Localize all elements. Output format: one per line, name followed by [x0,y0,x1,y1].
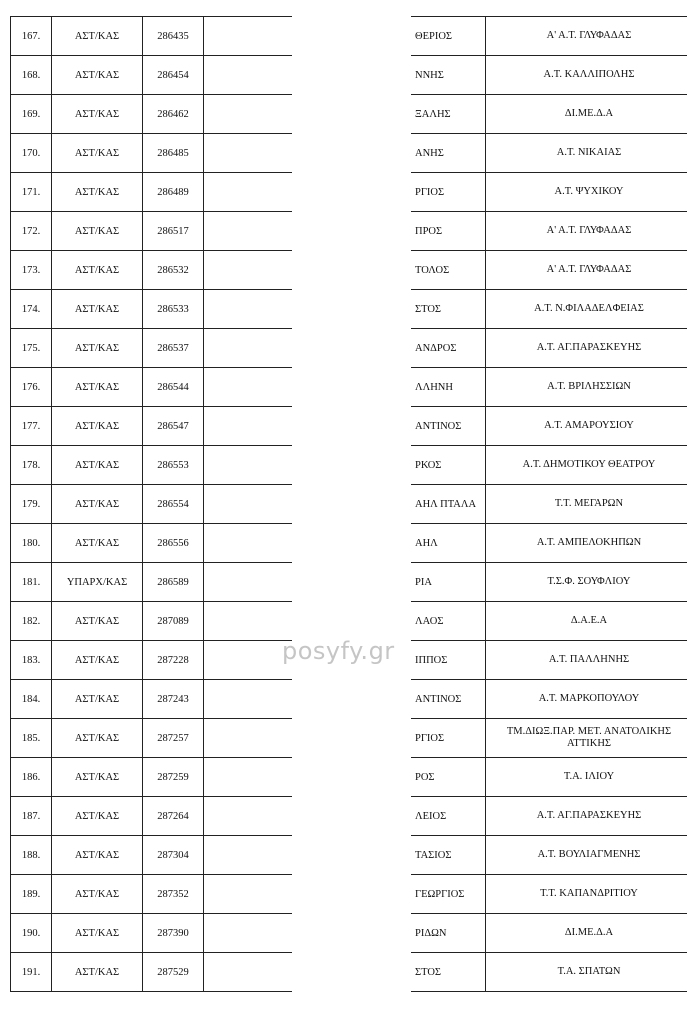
table-row [11,290,293,329]
first-name-cell: ΡΟΣ [411,758,486,797]
rank-cell: ΑΣΤ/ΚΑΣ [52,758,143,797]
service-cell: Α.Τ. ΚΑΛΛΙΠΟΛΗΣ [486,56,688,95]
first-name-cell: ΝΝΗΣ [411,56,486,95]
table-right-fragment [411,16,687,1016]
first-name-cell: ΓΕΩΡΓΙΟΣ [411,875,486,914]
id-number-cell: 286537 [143,329,204,368]
first-name-cell: ΑΝΗΣ [411,134,486,173]
row-number: 180. [11,524,52,563]
first-name-cell: ΛΑΟΣ [411,602,486,641]
table-row [11,836,293,875]
table-row [411,485,687,524]
service-cell: Α.Τ. ΑΜΑΡΟΥΣΙΟΥ [486,407,688,446]
table-row [11,524,293,563]
row-number: 178. [11,446,52,485]
table-row [411,953,687,992]
personnel-table-left [10,16,292,992]
table-row [11,914,293,953]
surname-cell [204,290,293,329]
rank-cell: ΑΣΤ/ΚΑΣ [52,446,143,485]
table-row [411,446,687,485]
table-row [11,251,293,290]
rank-cell: ΑΣΤ/ΚΑΣ [52,251,143,290]
rank-cell: ΑΣΤ/ΚΑΣ [52,875,143,914]
service-cell: Α.Τ. Ν.ΦΙΛΑΔΕΛΦΕΙΑΣ [486,290,688,329]
service-cell: Α' Α.Τ. ΓΛΥΦΑΔΑΣ [486,251,688,290]
watermark: posyfy.gr [282,637,395,665]
rank-cell: ΑΣΤ/ΚΑΣ [52,953,143,992]
row-number: 174. [11,290,52,329]
table-row [411,56,687,95]
row-number: 173. [11,251,52,290]
table-row [411,719,687,758]
table-row [11,134,293,173]
id-number-cell: 287228 [143,641,204,680]
service-cell: Τ.Τ. ΚΑΠΑΝΔΡΙΤΙΟΥ [486,875,688,914]
table-row [11,719,293,758]
surname-cell [204,524,293,563]
surname-cell [204,680,293,719]
first-name-cell: ΡΓΙΟΣ [411,173,486,212]
table-row [11,212,293,251]
rank-cell: ΑΣΤ/ΚΑΣ [52,368,143,407]
table-row [11,680,293,719]
table-row [411,758,687,797]
first-name-cell: ΞΑΛΗΣ [411,95,486,134]
service-cell: Δ.Α.Ε.Α [486,602,688,641]
id-number-cell: 286547 [143,407,204,446]
service-cell: ΔΙ.ΜΕ.Δ.Α [486,95,688,134]
table-row [411,641,687,680]
first-name-cell: ΘΕΡΙΟΣ [411,17,486,56]
id-number-cell: 287529 [143,953,204,992]
table-row [411,602,687,641]
row-number: 179. [11,485,52,524]
first-name-cell: ΤΑΣΙΟΣ [411,836,486,875]
id-number-cell: 286589 [143,563,204,602]
table-row [11,797,293,836]
table-row [411,17,687,56]
service-cell: Τ.Α. ΣΠΑΤΩΝ [486,953,688,992]
table-row [11,953,293,992]
table-row [411,563,687,602]
table-row [11,407,293,446]
id-number-cell: 287352 [143,875,204,914]
table-row [411,680,687,719]
id-number-cell: 287304 [143,836,204,875]
first-name-cell: ΛΛΗΝΗ [411,368,486,407]
row-number: 189. [11,875,52,914]
row-number: 191. [11,953,52,992]
rank-cell: ΑΣΤ/ΚΑΣ [52,485,143,524]
rank-cell: ΑΣΤ/ΚΑΣ [52,797,143,836]
first-name-cell: ΡΙΔΩΝ [411,914,486,953]
table-row [11,563,293,602]
table-row [411,407,687,446]
surname-cell [204,212,293,251]
surname-cell [204,875,293,914]
rank-cell: ΑΣΤ/ΚΑΣ [52,407,143,446]
service-cell: Α.Τ. ΑΓ.ΠΑΡΑΣΚΕΥΗΣ [486,797,688,836]
table-row [411,524,687,563]
first-name-cell: ΑΝΤΙΝΟΣ [411,680,486,719]
row-number: 184. [11,680,52,719]
row-number: 177. [11,407,52,446]
first-name-cell: ΑΝΔΡΟΣ [411,329,486,368]
service-cell: Α.Τ. ΒΟΥΛΙΑΓΜΕΝΗΣ [486,836,688,875]
id-number-cell: 287089 [143,602,204,641]
table-left-fragment [10,16,292,1016]
rank-cell: ΑΣΤ/ΚΑΣ [52,680,143,719]
first-name-cell: ΠΡΟΣ [411,212,486,251]
service-cell: Α.Τ. ΜΑΡΚΟΠΟΥΛΟΥ [486,680,688,719]
id-number-cell: 286554 [143,485,204,524]
surname-cell [204,836,293,875]
surname-cell [204,914,293,953]
row-number: 168. [11,56,52,95]
surname-cell [204,953,293,992]
service-cell: Α.Τ. ΠΑΛΛΗΝΗΣ [486,641,688,680]
surname-cell [204,602,293,641]
first-name-cell: ΣΤΟΣ [411,953,486,992]
surname-cell [204,17,293,56]
table-row [11,17,293,56]
rank-cell: ΑΣΤ/ΚΑΣ [52,173,143,212]
surname-cell [204,134,293,173]
service-cell: ΔΙ.ΜΕ.Δ.Α [486,914,688,953]
id-number-cell: 286462 [143,95,204,134]
row-number: 172. [11,212,52,251]
row-number: 170. [11,134,52,173]
row-number: 171. [11,173,52,212]
surname-cell [204,368,293,407]
personnel-table-right [411,16,687,992]
table-row [411,797,687,836]
id-number-cell: 287259 [143,758,204,797]
table-row [11,329,293,368]
row-number: 186. [11,758,52,797]
service-cell: Α' Α.Τ. ΓΛΥΦΑΔΑΣ [486,17,688,56]
id-number-cell: 287264 [143,797,204,836]
first-name-cell: ΡΚΟΣ [411,446,486,485]
service-cell: Α.Τ. ΒΡΙΛΗΣΣΙΩΝ [486,368,688,407]
row-number: 183. [11,641,52,680]
id-number-cell: 286533 [143,290,204,329]
table-row [411,251,687,290]
first-name-cell: ΤΟΛΟΣ [411,251,486,290]
table-row [11,602,293,641]
table-row [11,758,293,797]
service-cell: Τ.Τ. ΜΕΓΑΡΩΝ [486,485,688,524]
id-number-cell: 286532 [143,251,204,290]
surname-cell [204,329,293,368]
row-number: 185. [11,719,52,758]
surname-cell [204,758,293,797]
table-row [11,875,293,914]
table-row [411,368,687,407]
row-number: 190. [11,914,52,953]
table-row [411,173,687,212]
surname-cell [204,446,293,485]
table-row [411,290,687,329]
rank-cell: ΑΣΤ/ΚΑΣ [52,836,143,875]
service-cell: Α.Τ. ΝΙΚΑΙΑΣ [486,134,688,173]
service-cell: Α.Τ. ΔΗΜΟΤΙΚΟΥ ΘΕΑΤΡΟΥ [486,446,688,485]
first-name-cell: ΑΗΛ ΠΤΑΛΑ [411,485,486,524]
id-number-cell: 286553 [143,446,204,485]
surname-cell [204,251,293,290]
id-number-cell: 287257 [143,719,204,758]
service-cell: Α' Α.Τ. ΓΛΥΦΑΔΑΣ [486,212,688,251]
id-number-cell: 286489 [143,173,204,212]
surname-cell [204,485,293,524]
first-name-cell: ΑΗΛ [411,524,486,563]
row-number: 176. [11,368,52,407]
table-row [11,173,293,212]
table-row [411,836,687,875]
first-name-cell: ΡΓΙΟΣ [411,719,486,758]
surname-cell [204,563,293,602]
surname-cell [204,56,293,95]
rank-cell: ΑΣΤ/ΚΑΣ [52,95,143,134]
id-number-cell: 286517 [143,212,204,251]
service-cell: ΤΜ.ΔΙΩΞ.ΠΑΡ. ΜΕΤ. ΑΝΑΤΟΛΙΚΗΣ ΑΤΤΙΚΗΣ [486,719,688,758]
table-row [11,95,293,134]
service-cell: Α.Τ. ΑΓ.ΠΑΡΑΣΚΕΥΗΣ [486,329,688,368]
row-number: 167. [11,17,52,56]
row-number: 188. [11,836,52,875]
rank-cell: ΑΣΤ/ΚΑΣ [52,212,143,251]
service-cell: Τ.Α. ΙΛΙΟΥ [486,758,688,797]
id-number-cell: 287390 [143,914,204,953]
surname-cell [204,173,293,212]
rank-cell: ΑΣΤ/ΚΑΣ [52,602,143,641]
row-number: 182. [11,602,52,641]
surname-cell [204,719,293,758]
surname-cell [204,407,293,446]
table-row [11,56,293,95]
row-number: 181. [11,563,52,602]
table-row [411,875,687,914]
first-name-cell: ΡΙΑ [411,563,486,602]
first-name-cell: ΣΤΟΣ [411,290,486,329]
table-row [411,95,687,134]
surname-cell [204,95,293,134]
first-name-cell: ΙΠΠΟΣ [411,641,486,680]
first-name-cell: ΛΕΙΟΣ [411,797,486,836]
table-row [411,134,687,173]
table-row [11,446,293,485]
id-number-cell: 286556 [143,524,204,563]
rank-cell: ΑΣΤ/ΚΑΣ [52,17,143,56]
rank-cell: ΑΣΤ/ΚΑΣ [52,290,143,329]
rank-cell: ΑΣΤ/ΚΑΣ [52,914,143,953]
table-row [411,212,687,251]
rank-cell: ΑΣΤ/ΚΑΣ [52,56,143,95]
surname-cell [204,797,293,836]
row-number: 175. [11,329,52,368]
table-row [411,914,687,953]
service-cell: Τ.Σ.Φ. ΣΟΥΦΛΙΟΥ [486,563,688,602]
service-cell: Α.Τ. ΑΜΠΕΛΟΚΗΠΩΝ [486,524,688,563]
id-number-cell: 287243 [143,680,204,719]
table-row [11,485,293,524]
row-number: 187. [11,797,52,836]
table-row [11,641,293,680]
service-cell: Α.Τ. ΨΥΧΙΚΟΥ [486,173,688,212]
rank-cell: ΑΣΤ/ΚΑΣ [52,524,143,563]
rank-cell: ΑΣΤ/ΚΑΣ [52,641,143,680]
id-number-cell: 286485 [143,134,204,173]
id-number-cell: 286454 [143,56,204,95]
table-row [411,329,687,368]
rank-cell: ΑΣΤ/ΚΑΣ [52,719,143,758]
rank-cell: ΥΠΑΡΧ/ΚΑΣ [52,563,143,602]
surname-cell [204,641,293,680]
id-number-cell: 286435 [143,17,204,56]
row-number: 169. [11,95,52,134]
table-row [11,368,293,407]
id-number-cell: 286544 [143,368,204,407]
rank-cell: ΑΣΤ/ΚΑΣ [52,329,143,368]
rank-cell: ΑΣΤ/ΚΑΣ [52,134,143,173]
first-name-cell: ΑΝΤΙΝΟΣ [411,407,486,446]
